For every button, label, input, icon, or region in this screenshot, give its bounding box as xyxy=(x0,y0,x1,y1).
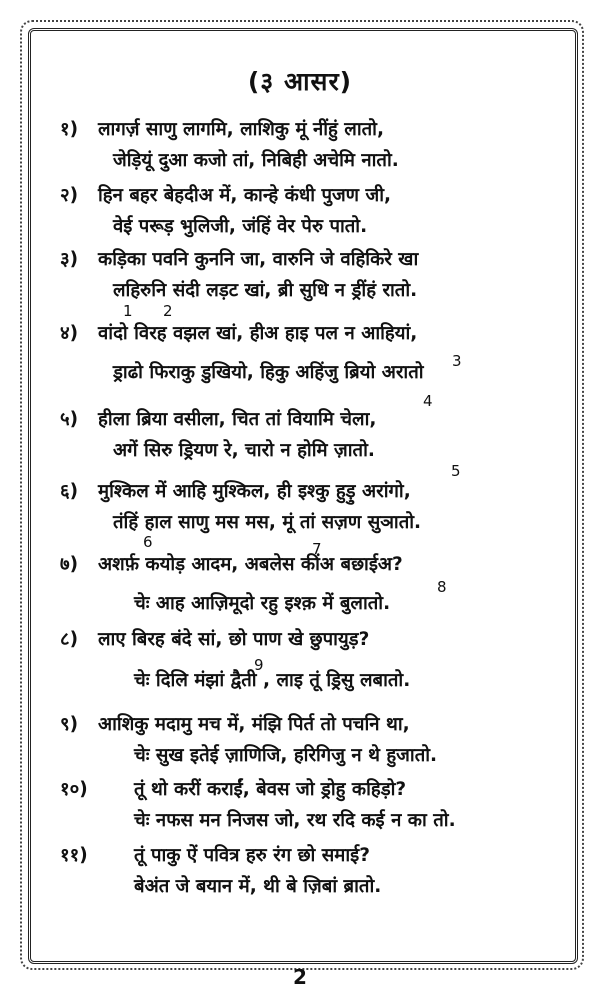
verse-line-1: लागर्ज़ साणु लागमि, लाशिकु मूं नींहुं लातो, xyxy=(98,119,384,140)
verse-number: ५) xyxy=(60,409,79,430)
verse-line-1: कड़िका पवनि कुननि जा, वारुनि जे वहिकिरे खा xyxy=(98,249,419,270)
section-title: (३ आसर) xyxy=(247,67,353,96)
verse-line-2: चेः सुख इतेई ज़ाणिजि, हरिगिजु न थे हुजातो. xyxy=(134,745,438,766)
verse-number: ४) xyxy=(60,323,79,344)
verse-number: ३) xyxy=(60,249,79,270)
verse-1 xyxy=(60,114,550,176)
verse-line-2: तंहिं हाल साणु मस मस, मूं तां सज़ण सुञातो. xyxy=(113,512,422,533)
verse-number: १) xyxy=(60,119,79,140)
verse-line-2: अगें सिरु ड्रियण रे, चारो न होमि ज़ातो. xyxy=(113,440,375,461)
footnote-mark: 6 xyxy=(143,533,153,551)
verse-number: ६) xyxy=(60,481,79,502)
verse-line-1: अशर्फ़ कयोड़ आदम, अबलेस कींअ बछाईअ? xyxy=(98,554,403,575)
verse-line-2: बेअंत जे बयान में, थी बे ज़िबां ब्रातो. xyxy=(134,876,382,897)
footnote-mark: 9 xyxy=(254,656,264,674)
verse-number: ११) xyxy=(60,845,88,866)
verse-number: ९) xyxy=(60,714,79,735)
verse-line-2: लहिरुनि संदी लड़ट खां, ब्री सुधि न ड्रींहं रातो. xyxy=(113,280,418,301)
footnote-mark: 8 xyxy=(437,578,447,596)
footnote-mark: 7 xyxy=(312,540,322,558)
verse-11 xyxy=(60,840,550,902)
verse-10 xyxy=(60,774,550,836)
verse-line-1: आशिकु मदामु मच में, मंझि पिर्त तो पचनि था, xyxy=(98,714,410,735)
verse-line-1: लाए बिरह बंदे सां, छो पाण खे छुपायुड़? xyxy=(98,629,370,650)
verse-line-1: हिन बहर बेहदीअ में, कान्हे कंधी पुजण जी, xyxy=(98,185,392,206)
footnote-mark: 2 xyxy=(163,302,173,320)
verse-line-2: जेड़ियूं दुआ कजो तां, निबिही अचेमि नातो. xyxy=(113,150,399,171)
verse-number: ८) xyxy=(60,629,79,650)
footnote-mark: 4 xyxy=(423,392,433,410)
verse-5 xyxy=(60,404,550,466)
page-number: 2 xyxy=(293,965,307,989)
verse-number: ७) xyxy=(60,554,79,575)
verse-7 xyxy=(60,549,550,619)
verse-line-2: वेई परूड़ भुलिजी, जंहिं वेर पेरु पातो. xyxy=(113,216,368,237)
verse-2 xyxy=(60,180,550,242)
verse-line-1: मुश्किल में आहि मुश्किल, ही इश्कु हुड़ु अरांगो, xyxy=(98,481,411,502)
verse-4 xyxy=(60,318,550,388)
verse-3 xyxy=(60,244,550,306)
verse-line-1: हीला ब्रिया वसीला, चित तां वियामि चेला, xyxy=(98,409,377,430)
verse-line-1: तूं पाकु ऐं पवित्र हरु रंग छो समाई? xyxy=(134,845,370,866)
footnote-mark: 5 xyxy=(451,462,461,480)
verse-8 xyxy=(60,624,550,696)
verse-number: २) xyxy=(60,185,79,206)
verse-line-2: चेः दिलि मंझां द्वैती , लाइ तूं ड्रिसु लबातो. xyxy=(134,670,411,691)
footnote-mark: 1 xyxy=(123,302,133,320)
footnote-mark: 3 xyxy=(452,352,462,370)
verse-9 xyxy=(60,709,550,771)
verse-line-1: वांदो विरह वझल खां, हीअ हाइ पल न आहियां, xyxy=(98,323,418,344)
verse-line-1: तूं थो करीं कराईं, बेवस जो ड्रोहु कहिड़ो? xyxy=(134,779,407,800)
verse-number: १०) xyxy=(60,779,88,800)
verse-line-2: चेः नफस मन निजस जो, रथ रदि कई न का तो. xyxy=(134,810,456,831)
verse-6 xyxy=(60,476,550,538)
verse-line-2: चेः आह आज़िमूदो रहु इश्क़ में बुलातो. xyxy=(134,593,391,614)
verse-line-2: ड्राढो फिराकु डुखियो, हिकु अहिंजु ब्रियो अरातो xyxy=(113,362,424,383)
